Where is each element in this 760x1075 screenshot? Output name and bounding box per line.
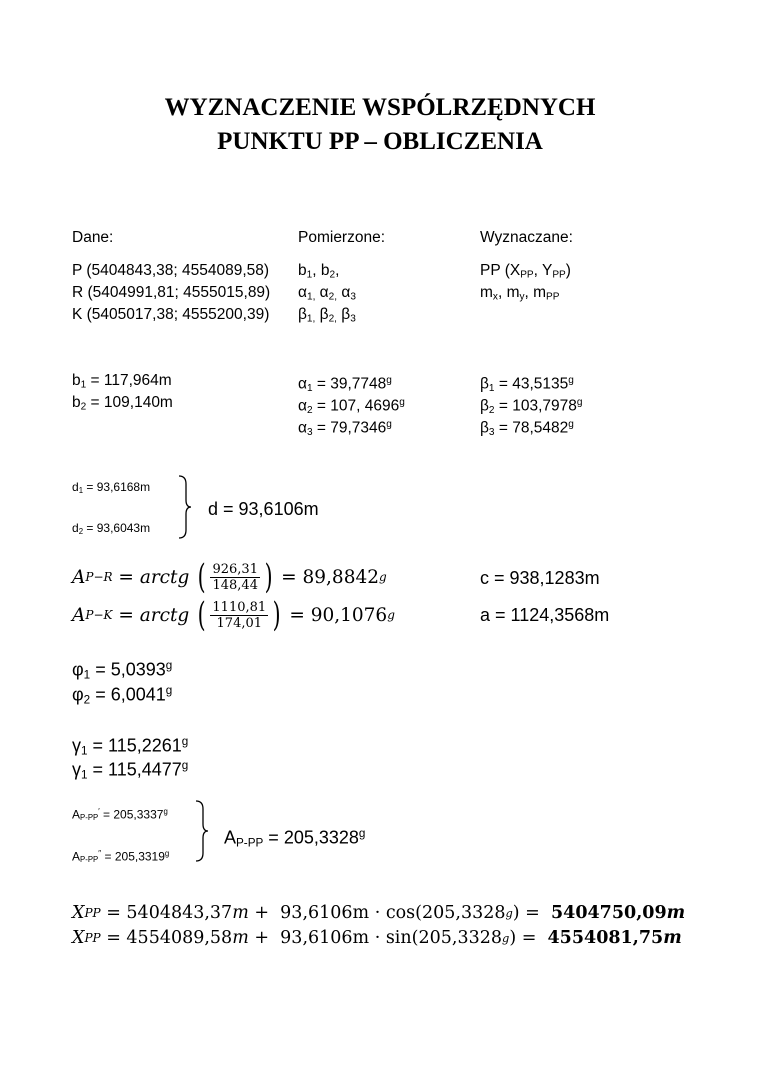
- value-d2: $d_2 = 93,6043m$: [72, 521, 151, 536]
- value-app-2: $A_{P-PP}'' = 205,3319^g$: [72, 849, 170, 865]
- value-alpha1: $\alpha_1 = 39,7748^g$: [298, 375, 392, 395]
- value-a: a = 1124,3568m: [480, 605, 610, 625]
- value-d1: $d_1 = 93,6168m$: [72, 480, 151, 495]
- value-d: d = 93,6106m: [208, 499, 319, 519]
- value-c: c = 938,1283m: [480, 568, 600, 588]
- brace-d: [176, 474, 192, 540]
- page-title: [0, 91, 760, 159]
- header-dane: Dane:: [72, 229, 114, 246]
- value-beta2: $\beta_2 = 103,7978^g$: [480, 397, 583, 417]
- value-phi1: $\varphi_1 = 5,0393^g$: [72, 659, 173, 682]
- measured-beta: $\beta_{1,}$ $\beta_{2,}$ $\beta_3$: [298, 306, 356, 325]
- value-beta3: $\beta_3 = 78,5482^g$: [480, 419, 574, 439]
- value-gamma2: $\gamma_1 = 115,4477^g$: [72, 759, 189, 782]
- value-phi2: $\varphi_2 = 6,0041^g$: [72, 684, 173, 707]
- determined-m: $m_x$, $m_y$, $m_{PP}$: [480, 284, 560, 303]
- determined-pp: PP ($X_{PP}$, $Y_{PP}$): [480, 262, 571, 281]
- measured-b: $b_1$, $b_2$,: [298, 262, 340, 281]
- value-gamma1: $\gamma_1 = 115,2261^g$: [72, 735, 189, 758]
- formula-y-pp: X PP = 4554089,58 m + 93,6106m · sin( 205,3328 g ) = 4554081,75 m: [72, 928, 682, 948]
- formula-x-pp: X PP = 5404843,37 m + 93,6106m · cos( 205,3328 g ) = 5404750,09 m: [72, 903, 686, 923]
- value-app-1: $A_{P-PP}' = 205,3337^g$: [72, 807, 168, 823]
- value-alpha2: $\alpha_2 = 107$, 4696$^g$: [298, 397, 405, 417]
- azimuth-pk: A P−K = arctg ( $\frac{1110,81}{174,01}$ ) = 90,1076 g: [72, 595, 395, 635]
- value-b2: $b_2 = 109,140m$: [72, 394, 173, 413]
- measured-alpha: $\alpha_{1,}$ $\alpha_{2,}$ $\alpha_3$: [298, 284, 356, 303]
- header-pomierzone: Pomierzone:: [298, 229, 386, 246]
- value-app: $A_{P-PP} = 205,3328^g$: [224, 827, 366, 850]
- value-alpha3: $\alpha_3 = 79,7346^g$: [298, 419, 392, 439]
- header-wyznaczane: Wyznaczane:: [480, 229, 573, 246]
- brace-app: [193, 799, 209, 863]
- title-line-2: PUNKTU PP – OBLICZENIA: [217, 128, 543, 155]
- point-r: R (5404991,81; 4555015,89): [72, 284, 271, 301]
- value-b1: $b_1 = 117,964m$: [72, 372, 172, 391]
- value-beta1: $\beta_1 = 43,5135^g$: [480, 375, 574, 395]
- title-line-1: WYZNACZENIE WSPÓLRZĘDNYCH: [164, 94, 596, 121]
- azimuth-pr: A P−R = arctg ( $\frac{926,31}{148,44}$ ) = 89,8842 g: [72, 557, 387, 597]
- point-k: K (5405017,38; 4555200,39): [72, 306, 270, 323]
- point-p: P (5404843,38; 4554089,58): [72, 262, 270, 279]
